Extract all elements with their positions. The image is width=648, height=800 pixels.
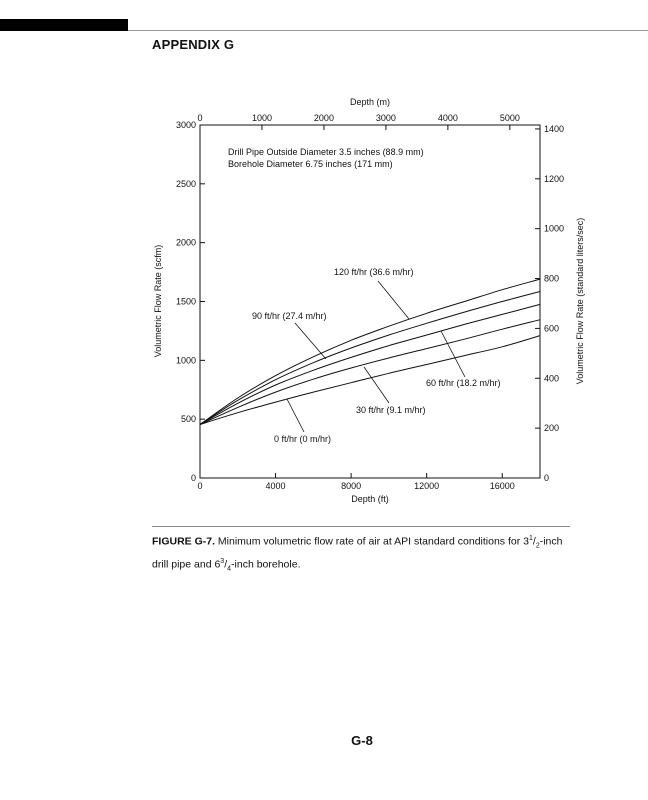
series-label-120: 120 ft/hr (36.6 m/hr) (334, 267, 414, 277)
right-y-tick-label: 600 (544, 323, 560, 334)
x-tick-label: 8000 (341, 481, 362, 491)
right-y-tick-label: 1400 (544, 123, 565, 134)
top-axis-title: Depth (m) (349, 97, 391, 107)
top-x-tick-label: 3000 (375, 113, 396, 123)
right-y-tick-label: 400 (544, 373, 560, 384)
right-y-tick-label: 200 (544, 423, 560, 434)
y-tick-label: 2000 (175, 237, 196, 248)
top-x-tick-label: 0 (197, 113, 203, 123)
plot-frame (200, 125, 540, 478)
top-x-tick-label: 2000 (313, 113, 334, 123)
section-title: APPENDIX G (152, 37, 235, 52)
y-tick-label: 0 (190, 473, 196, 483)
leader-line-0 (287, 399, 304, 432)
x-tick-label: 4000 (265, 481, 286, 491)
series-label-90: 90 ft/hr (27.4 m/hr) (252, 311, 327, 321)
right-y-tick-label: 0 (544, 473, 550, 483)
right-y-tick-label: 1200 (544, 173, 565, 184)
leader-line-90 (295, 323, 326, 359)
page-number: G-8 (351, 733, 373, 748)
caption-frac1-num: 1 (528, 535, 533, 542)
caption-frac1-den: 2 (535, 542, 540, 550)
series-label-30: 30 ft/hr (9.1 m/hr) (356, 405, 426, 415)
y-tick-label: 1000 (175, 355, 196, 366)
caption-text-3: -inch borehole. (231, 558, 301, 571)
bottom-axis-title: Depth (ft) (351, 494, 389, 504)
caption-text-2: -inch drill pipe and 6 (152, 535, 563, 571)
caption-rule (152, 526, 570, 527)
left-axis-title: Volumetric Flow Rate (scfm) (153, 244, 163, 358)
y-tick-label: 1500 (175, 296, 196, 307)
leader-line-30 (364, 367, 389, 403)
right-y-tick-label: 1000 (544, 223, 565, 234)
right-axis-title: Volumetric Flow Rate (standard liters/sec) (575, 217, 585, 385)
x-tick-label: 12000 (414, 481, 440, 491)
x-tick-label: 0 (197, 481, 203, 491)
y-tick-label: 2500 (175, 178, 196, 189)
caption-frac2-num: 3 (220, 557, 225, 565)
series-label-0: 0 ft/hr (0 m/hr) (274, 434, 332, 444)
series-label-60: 60 ft/hr (18.2 m/hr) (426, 378, 501, 388)
figure-caption: FIGURE G-7. Minimum volumetric flow rate of air at API standard conditions for $3^1/_2$-inch drill pipe and $6^3/_4$-inch borehole. (152, 535, 563, 573)
right-y-tick-label: 800 (544, 273, 560, 284)
leader-line-120 (378, 281, 409, 319)
y-tick-label: 500 (180, 414, 196, 425)
y-tick-label: 3000 (175, 120, 196, 130)
x-tick-label: 16000 (489, 481, 515, 491)
top-x-tick-label: 5000 (499, 113, 520, 123)
caption-frac2-den: 4 (227, 565, 232, 573)
leader-line-60 (441, 331, 465, 377)
borehole-diameter-annotation: Borehole Diameter 6.75 inches (171 mm) (228, 159, 393, 169)
pipe-diameter-annotation: Drill Pipe Outside Diameter 3.5 inches (88.9 mm) (228, 147, 424, 157)
figure-label: FIGURE G-7. (152, 535, 216, 548)
top-x-tick-label: 4000 (437, 113, 458, 123)
caption-text-1: Minimum volumetric flow rate of air at API standard conditions for 3 (215, 535, 529, 548)
top-x-tick-label: 1000 (251, 113, 272, 123)
